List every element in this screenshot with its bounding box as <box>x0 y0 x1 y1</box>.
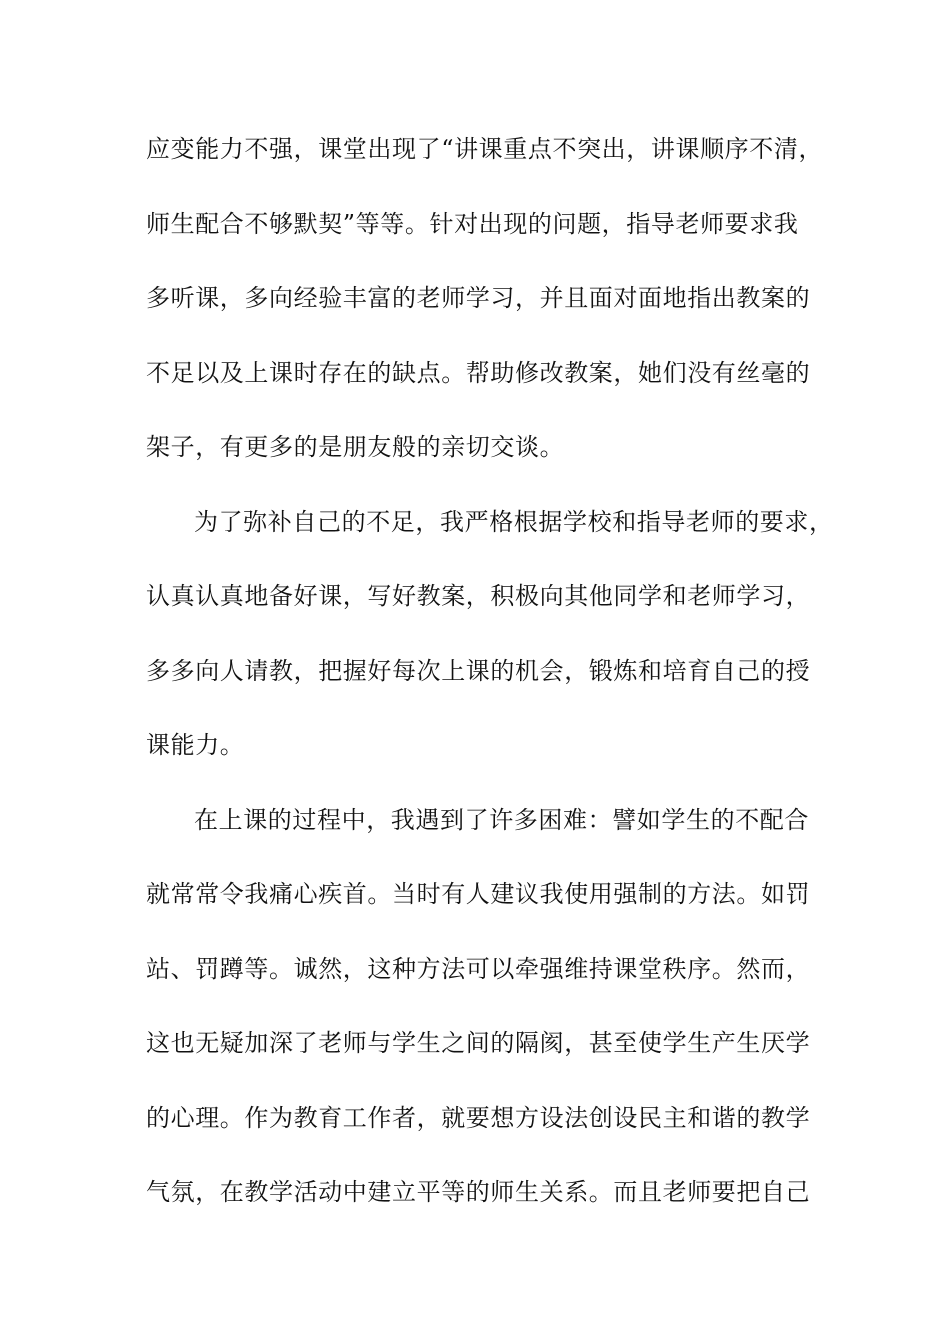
text-line-1: 应变能力不强，课堂出现了“讲课重点不突出，讲课顺序不清， <box>146 135 824 163</box>
text-line-13: 这也无疑加深了老师与学生之间的隔阂，甚至使学生产生厌学 <box>146 1029 811 1057</box>
text-line-7: 认真认真地备好课，写好教案，积极向其他同学和老师学习， <box>146 582 811 610</box>
text-line-14: 的心理。作为教育工作者，就要想方设法创设民主和谐的教学 <box>146 1103 811 1132</box>
document-body <box>146 128 834 1246</box>
text-line-6: 为了弥补自己的不足，我严格根据学校和指导老师的要求， <box>194 507 834 536</box>
text-line-2: 师生配合不够默契”等等。针对出现的问题，指导老师要求我 <box>146 209 799 238</box>
text-line-4: 不足以及上课时存在的缺点。帮助修改教案，她们没有丝毫的 <box>146 358 811 387</box>
text-line-11: 就常常令我痛心疾首。当时有人建议我使用强制的方法。如罚 <box>146 880 811 908</box>
text-line-12: 站、罚蹲等。诚然，这种方法可以牵强维持课堂秩序。然而， <box>146 954 811 983</box>
text-line-5: 架子，有更多的是朋友般的亲切交谈。 <box>146 433 565 461</box>
text-line-8: 多多向人请教，把握好每次上课的机会，锻炼和培育自己的授 <box>146 656 811 685</box>
text-line-9: 课能力。 <box>146 731 245 759</box>
text-line-10: 在上课的过程中，我遇到了许多困难：譬如学生的不配合 <box>194 805 809 834</box>
text-line-15: 气氛，在教学活动中建立平等的师生关系。而且老师要把自己 <box>146 1178 811 1206</box>
text-line-3: 多听课，多向经验丰富的老师学习，并且面对面地指出教案的 <box>146 284 811 312</box>
